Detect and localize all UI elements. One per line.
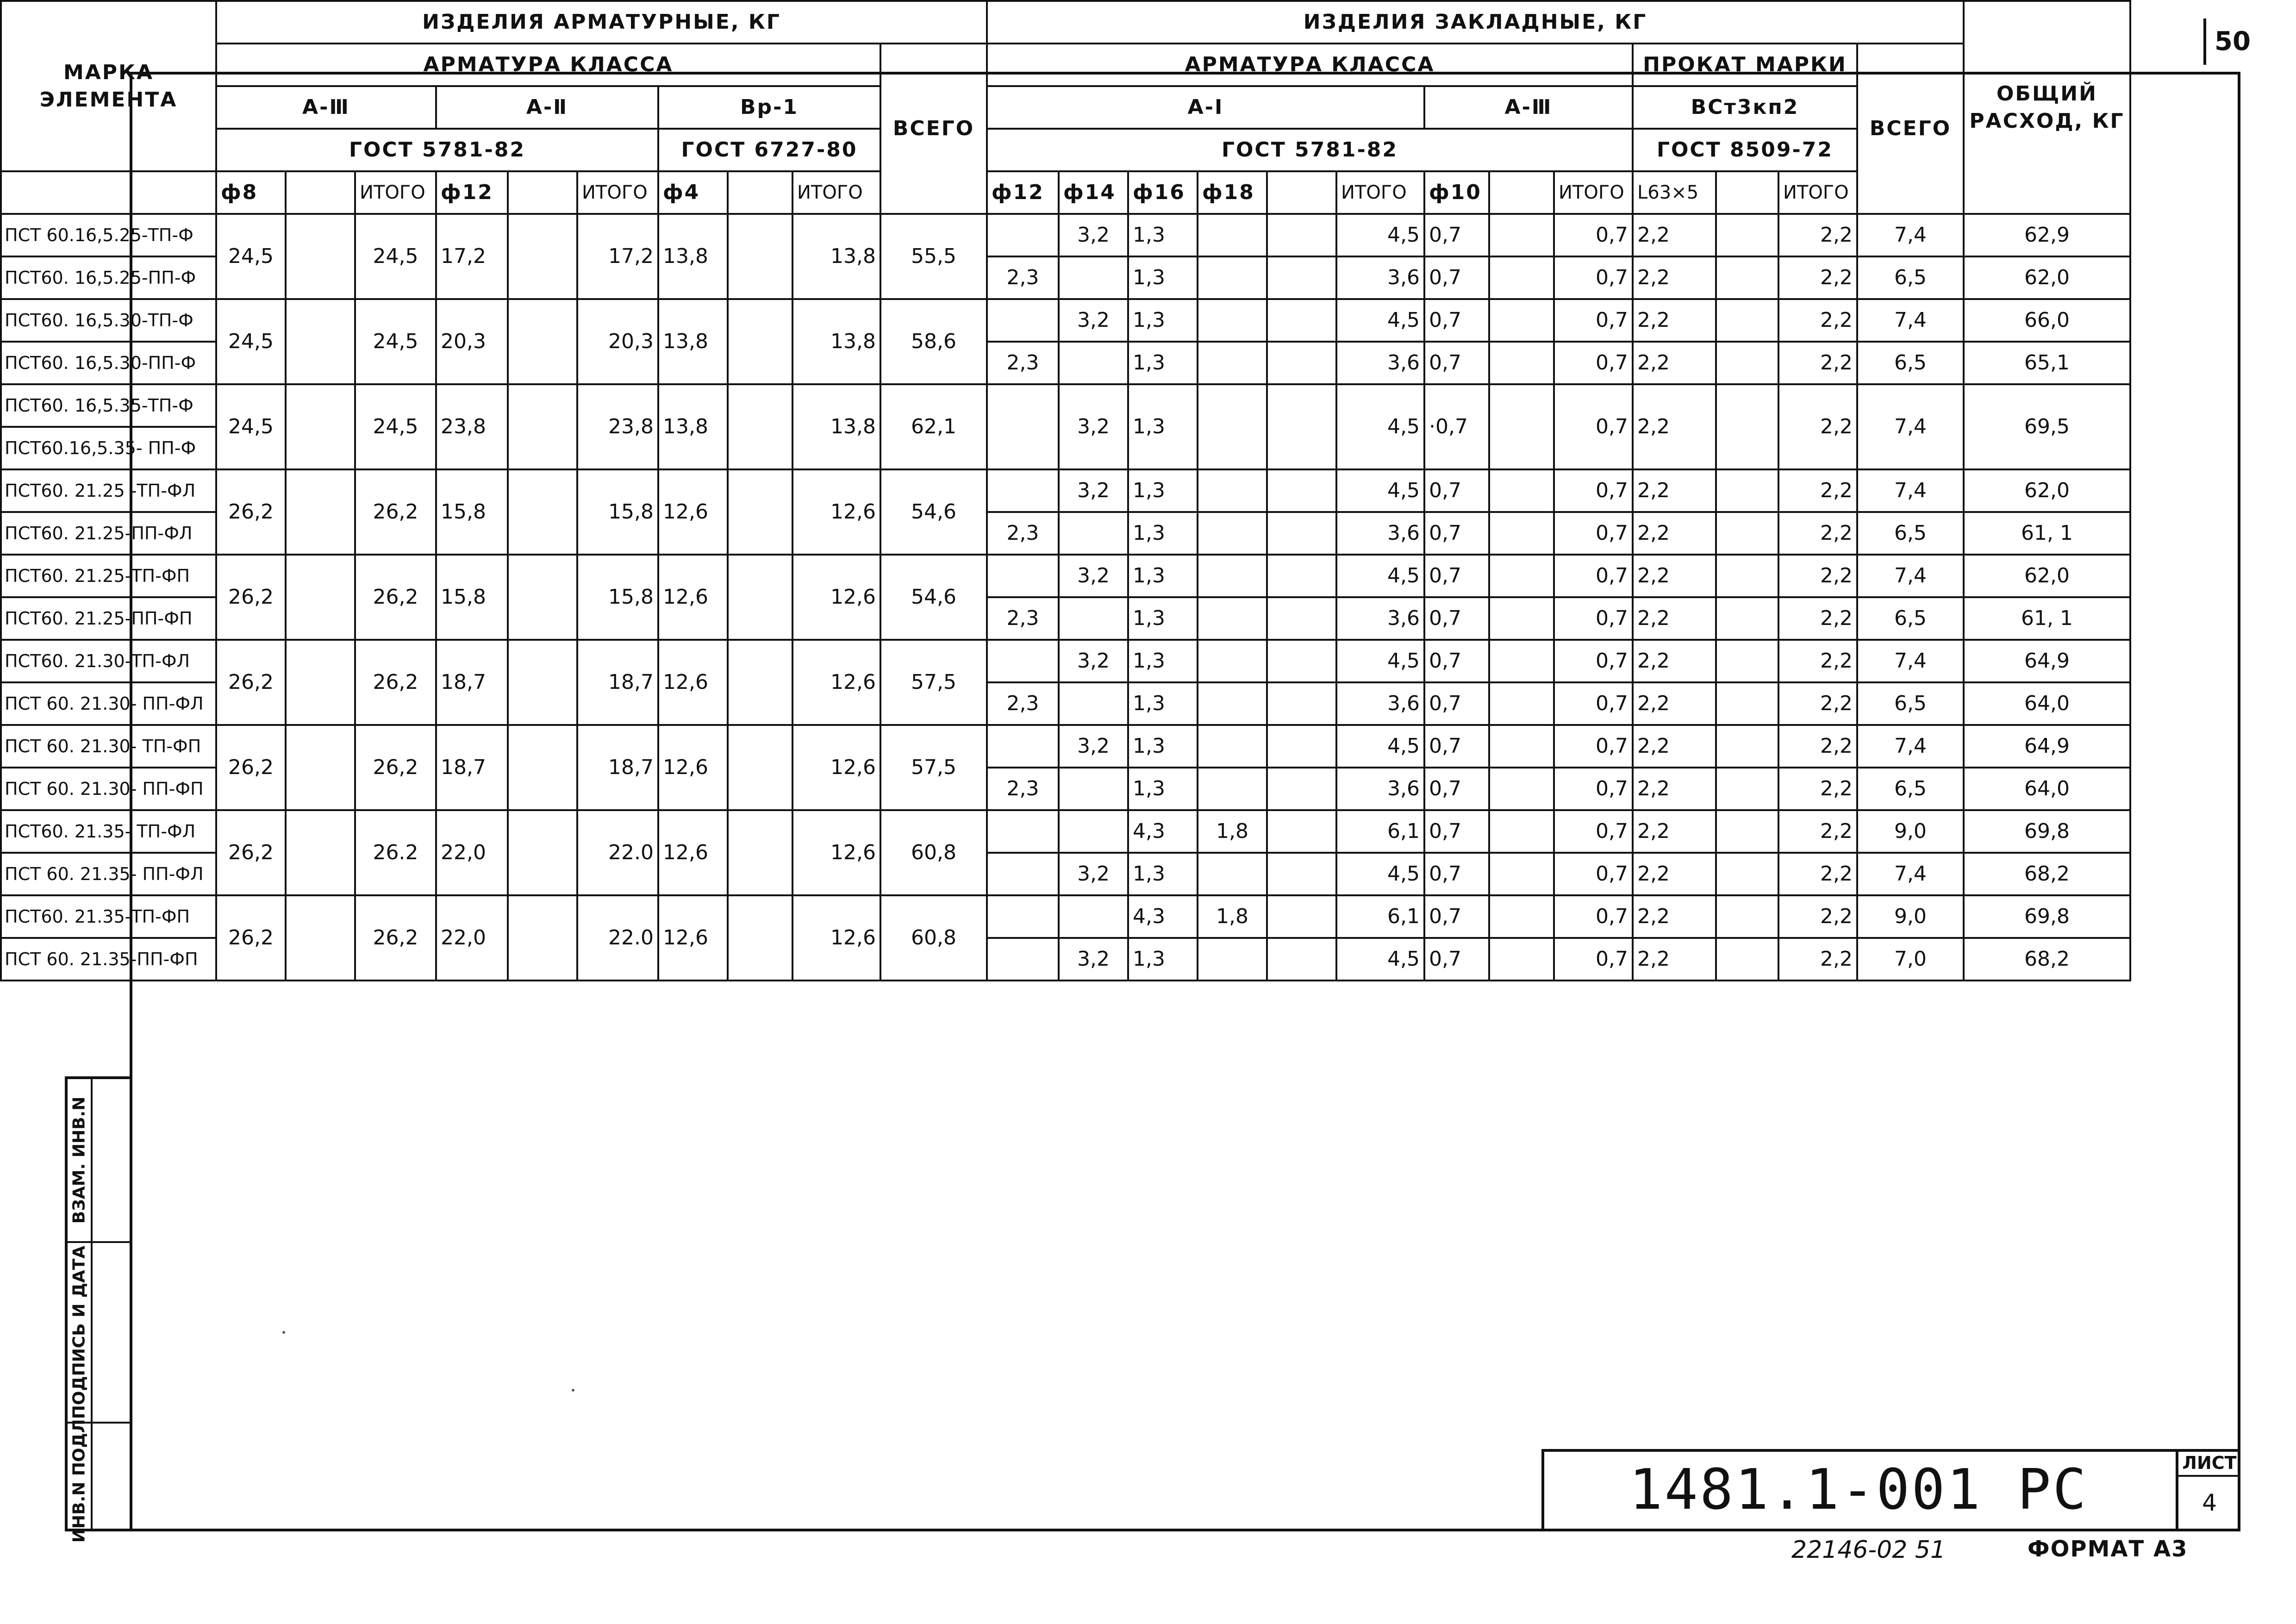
vr-itogo: 13,8 <box>792 214 880 299</box>
prokat-angle: 2,2 <box>1633 682 1716 725</box>
total-consumption: 64,0 <box>1964 768 2130 810</box>
prokat-itogo: 2,2 <box>1778 640 1857 682</box>
reinf-vsego: 54,6 <box>880 555 987 640</box>
prokat-angle: 2,2 <box>1633 512 1716 555</box>
embedded-vsego: 7,0 <box>1857 938 1964 981</box>
prokat-itogo: 2,2 <box>1778 597 1857 640</box>
a1-itogo: 4,5 <box>1336 853 1424 895</box>
header-class-a3: А-Ⅲ <box>216 86 436 129</box>
a3-embedded-itogo: 0,7 <box>1554 342 1633 384</box>
a1-phi14: 3,2 <box>1059 214 1128 256</box>
a1-itogo: 4,5 <box>1336 640 1424 682</box>
reinf-vsego: 60,8 <box>880 895 987 981</box>
prokat-angle: 2,2 <box>1633 214 1716 256</box>
a1-phi16: 1,3 <box>1128 342 1198 384</box>
element-mark: ПСТ60.16,5.35- ПП-Ф <box>1 427 216 469</box>
total-consumption: 69,8 <box>1964 895 2130 938</box>
element-mark: ПСТ 60. 21.35- ПП-ФЛ <box>1 853 216 895</box>
a1-itogo: 4,5 <box>1336 469 1424 512</box>
a1-phi16: 1,3 <box>1128 512 1198 555</box>
vr-itogo: 12,6 <box>792 469 880 555</box>
prokat-itogo: 2,2 <box>1778 469 1857 512</box>
a1-itogo: 3,6 <box>1336 682 1424 725</box>
header-itogo-a3-embedded: ИТОГО <box>1554 171 1633 214</box>
sheet-number: 4 <box>2202 1489 2217 1516</box>
header-phi14: ф14 <box>1059 171 1128 214</box>
side-podpis <box>68 1241 132 1422</box>
a1-phi16: 1,3 <box>1128 555 1198 597</box>
a1-phi14: 3,2 <box>1059 725 1128 768</box>
a1-itogo: 3,6 <box>1336 768 1424 810</box>
element-mark: ПСТ60. 21.35-ТП-ФП <box>1 895 216 938</box>
element-mark: ПСТ60. 21.25-ПП-ФП <box>1 597 216 640</box>
a1-phi16: 1,3 <box>1128 384 1198 469</box>
element-mark: ПСТ 60. 21.30- ПП-ФЛ <box>1 682 216 725</box>
page-number: 50 <box>2203 19 2251 65</box>
sheet-box <box>2176 1449 2240 1531</box>
prokat-angle: 2,2 <box>1633 810 1716 853</box>
a1-itogo: 4,5 <box>1336 938 1424 981</box>
a1-itogo: 3,6 <box>1336 256 1424 299</box>
sheet-label: ЛИСТ <box>2178 1449 2240 1477</box>
a1-phi12: 2,3 <box>987 768 1059 810</box>
total-consumption: 62,0 <box>1964 469 2130 512</box>
reinf-vsego: 60,8 <box>880 810 987 895</box>
element-mark: ПСТ 60.16,5.25-ТП-Ф <box>1 214 216 256</box>
prokat-itogo: 2,2 <box>1778 682 1857 725</box>
side-stamp <box>65 1076 130 1543</box>
a2-itogo: 22.0 <box>577 895 658 981</box>
header-angle: L63×5 <box>1633 171 1716 214</box>
a1-phi16: 1,3 <box>1128 725 1198 768</box>
a2-itogo: 17,2 <box>577 214 658 299</box>
a3-embedded-itogo: 0,7 <box>1554 512 1633 555</box>
a2-phi12: 20,3 <box>436 299 508 384</box>
a1-phi14: 3,2 <box>1059 299 1128 342</box>
a3-embedded-phi10: ·0,7 <box>1424 384 1489 469</box>
element-mark: ПСТ60. 21.25 -ТП-ФЛ <box>1 469 216 512</box>
a1-phi14: 3,2 <box>1059 469 1128 512</box>
a1-itogo: 3,6 <box>1336 597 1424 640</box>
a1-phi16: 1,3 <box>1128 256 1198 299</box>
element-mark: ПСТ 60. 21.30- ПП-ФП <box>1 768 216 810</box>
a1-phi16: 4,3 <box>1128 810 1198 853</box>
header-embedded-group: ИЗДЕЛИЯ ЗАКЛАДНЫЕ, КГ <box>987 1 1964 44</box>
a1-phi16: 1,3 <box>1128 214 1198 256</box>
embedded-vsego: 6,5 <box>1857 512 1964 555</box>
element-mark: ПСТ 60. 21.30- ТП-ФП <box>1 725 216 768</box>
embedded-vsego: 7,4 <box>1857 640 1964 682</box>
embedded-vsego: 6,5 <box>1857 256 1964 299</box>
embedded-vsego: 7,4 <box>1857 555 1964 597</box>
vr-itogo: 13,8 <box>792 384 880 469</box>
total-consumption: 65,1 <box>1964 342 2130 384</box>
a2-phi12: 15,8 <box>436 555 508 640</box>
prokat-angle: 2,2 <box>1633 938 1716 981</box>
header-vsego-2: ВСЕГО <box>1857 44 1964 214</box>
total-consumption: 64,0 <box>1964 682 2130 725</box>
a3-embedded-itogo: 0,7 <box>1554 725 1633 768</box>
a2-phi12: 18,7 <box>436 640 508 725</box>
embedded-vsego: 9,0 <box>1857 810 1964 853</box>
a3-embedded-phi10: 0,7 <box>1424 512 1489 555</box>
header-total: ОБЩИЙ РАСХОД, КГ <box>1964 1 2130 214</box>
a1-phi14: 3,2 <box>1059 938 1128 981</box>
reinf-vsego: 55,5 <box>880 214 987 299</box>
a1-phi16: 1,3 <box>1128 938 1198 981</box>
header-mark: МАРКА ЭЛЕМЕНТА <box>1 1 216 171</box>
header-itogo-a3: ИТОГО <box>355 171 436 214</box>
element-mark: ПСТ60. 21.25-ТП-ФП <box>1 555 216 597</box>
embedded-vsego: 7,4 <box>1857 725 1964 768</box>
prokat-itogo: 2,2 <box>1778 256 1857 299</box>
vr-itogo: 12,6 <box>792 640 880 725</box>
a1-phi16: 1,3 <box>1128 469 1198 512</box>
a1-itogo: 4,5 <box>1336 214 1424 256</box>
a3-phi8: 26,2 <box>216 810 286 895</box>
a1-phi16: 1,3 <box>1128 299 1198 342</box>
a3-itogo: 26,2 <box>355 469 436 555</box>
a1-phi16: 1,3 <box>1128 640 1198 682</box>
reinf-vsego: 58,6 <box>880 299 987 384</box>
vr-phi4: 13,8 <box>658 299 728 384</box>
a2-phi12: 22,0 <box>436 810 508 895</box>
a3-embedded-phi10: 0,7 <box>1424 682 1489 725</box>
header-gost-8509: ГОСТ 8509-72 <box>1633 129 1857 171</box>
total-consumption: 64,9 <box>1964 725 2130 768</box>
embedded-vsego: 6,5 <box>1857 597 1964 640</box>
vr-phi4: 12,6 <box>658 555 728 640</box>
a3-embedded-itogo: 0,7 <box>1554 810 1633 853</box>
a1-phi16: 4,3 <box>1128 895 1198 938</box>
prokat-itogo: 2,2 <box>1778 895 1857 938</box>
a3-embedded-phi10: 0,7 <box>1424 214 1489 256</box>
a2-itogo: 20,3 <box>577 299 658 384</box>
prokat-itogo: 2,2 <box>1778 938 1857 981</box>
header-class-a3-embedded: А-Ⅲ <box>1424 86 1633 129</box>
element-mark: ПСТ 60. 21.35-ПП-ФП <box>1 938 216 981</box>
a3-embedded-phi10: 0,7 <box>1424 853 1489 895</box>
element-mark: ПСТ60. 16,5.30-ПП-Ф <box>1 342 216 384</box>
a2-phi12: 22,0 <box>436 895 508 981</box>
element-mark: ПСТ60. 16,5.30-ТП-Ф <box>1 299 216 342</box>
a1-phi18: 1,8 <box>1198 810 1267 853</box>
total-consumption: 62,0 <box>1964 256 2130 299</box>
header-gost-5781-b: ГОСТ 5781-82 <box>987 129 1633 171</box>
a2-phi12: 18,7 <box>436 725 508 810</box>
embedded-vsego: 7,4 <box>1857 299 1964 342</box>
prokat-angle: 2,2 <box>1633 342 1716 384</box>
embedded-vsego: 6,5 <box>1857 682 1964 725</box>
prokat-angle: 2,2 <box>1633 256 1716 299</box>
prokat-angle: 2,2 <box>1633 768 1716 810</box>
side-vzam-label: ВЗАМ. ИНВ.N <box>69 1096 89 1224</box>
a3-phi8: 24,5 <box>216 214 286 299</box>
a3-itogo: 26,2 <box>355 640 436 725</box>
a3-embedded-phi10: 0,7 <box>1424 469 1489 512</box>
a1-phi16: 1,3 <box>1128 597 1198 640</box>
a3-embedded-itogo: 0,7 <box>1554 682 1633 725</box>
a3-phi8: 26,2 <box>216 895 286 981</box>
prokat-itogo: 2,2 <box>1778 768 1857 810</box>
header-class-a2: А-Ⅱ <box>436 86 658 129</box>
a3-embedded-itogo: 0,7 <box>1554 256 1633 299</box>
prokat-angle: 2,2 <box>1633 895 1716 938</box>
a3-itogo: 26,2 <box>355 725 436 810</box>
a3-phi8: 26,2 <box>216 725 286 810</box>
prokat-itogo: 2,2 <box>1778 555 1857 597</box>
header-armature-class-1: АРМАТУРА КЛАССА <box>216 44 880 86</box>
vr-phi4: 13,8 <box>658 214 728 299</box>
a3-itogo: 26.2 <box>355 810 436 895</box>
a3-itogo: 26,2 <box>355 895 436 981</box>
side-inv-podl <box>68 1412 132 1543</box>
vr-phi4: 12,6 <box>658 810 728 895</box>
a3-embedded-phi10: 0,7 <box>1424 810 1489 853</box>
prokat-itogo: 2,2 <box>1778 810 1857 853</box>
reinf-vsego: 57,5 <box>880 725 987 810</box>
a3-embedded-phi10: 0,7 <box>1424 640 1489 682</box>
a3-embedded-itogo: 0,7 <box>1554 469 1633 512</box>
header-class-vr1: Вр-1 <box>658 86 880 129</box>
vr-phi4: 13,8 <box>658 384 728 469</box>
reinf-vsego: 54,6 <box>880 469 987 555</box>
embedded-vsego: 7,4 <box>1857 853 1964 895</box>
header-phi12-embedded: ф12 <box>987 171 1059 214</box>
a3-itogo: 24,5 <box>355 299 436 384</box>
prokat-angle: 2,2 <box>1633 725 1716 768</box>
a1-phi14: 3,2 <box>1059 555 1128 597</box>
header-itogo-a1: ИТОГО <box>1336 171 1424 214</box>
a3-embedded-itogo: 0,7 <box>1554 384 1633 469</box>
a1-itogo: 6,1 <box>1336 895 1424 938</box>
document-code: 1481.1-001 РС <box>1629 1458 2088 1522</box>
total-consumption: 68,2 <box>1964 853 2130 895</box>
prokat-itogo: 2,2 <box>1778 853 1857 895</box>
a1-phi12: 2,3 <box>987 256 1059 299</box>
a1-itogo: 3,6 <box>1336 512 1424 555</box>
vr-phi4: 12,6 <box>658 895 728 981</box>
header-prokat: ПРОКАТ МАРКИ <box>1633 44 1857 86</box>
speck <box>572 1389 574 1392</box>
a3-embedded-itogo: 0,7 <box>1554 214 1633 256</box>
header-gost-6727: ГОСТ 6727-80 <box>658 129 880 171</box>
a3-phi8: 24,5 <box>216 384 286 469</box>
embedded-vsego: 9,0 <box>1857 895 1964 938</box>
vr-phi4: 12,6 <box>658 725 728 810</box>
a2-itogo: 23,8 <box>577 384 658 469</box>
header-itogo-prokat: ИТОГО <box>1778 171 1857 214</box>
total-consumption: 62,0 <box>1964 555 2130 597</box>
a1-itogo: 4,5 <box>1336 725 1424 768</box>
a1-phi14: 3,2 <box>1059 640 1128 682</box>
vr-itogo: 12,6 <box>792 895 880 981</box>
a1-phi12: 2,3 <box>987 512 1059 555</box>
a3-embedded-itogo: 0,7 <box>1554 597 1633 640</box>
a1-phi16: 1,3 <box>1128 768 1198 810</box>
side-vzam <box>68 1079 132 1241</box>
a3-embedded-phi10: 0,7 <box>1424 768 1489 810</box>
header-vsego-1: ВСЕГО <box>880 44 987 214</box>
a3-embedded-phi10: 0,7 <box>1424 938 1489 981</box>
prokat-angle: 2,2 <box>1633 597 1716 640</box>
header-steel-grade: ВСт3кп2 <box>1633 86 1857 129</box>
prokat-angle: 2,2 <box>1633 853 1716 895</box>
a1-phi18: 1,8 <box>1198 895 1267 938</box>
a1-itogo: 4,5 <box>1336 555 1424 597</box>
element-mark: ПСТ60. 21.35- ТП-ФЛ <box>1 810 216 853</box>
header-phi10: ф10 <box>1424 171 1489 214</box>
a2-itogo: 18,7 <box>577 640 658 725</box>
a3-itogo: 24,5 <box>355 214 436 299</box>
element-mark: ПСТ60. 21.30-ТП-ФЛ <box>1 640 216 682</box>
header-gost-5781-a: ГОСТ 5781-82 <box>216 129 658 171</box>
reinf-vsego: 62,1 <box>880 384 987 469</box>
reinf-vsego: 57,5 <box>880 640 987 725</box>
a3-phi8: 24,5 <box>216 299 286 384</box>
a3-phi8: 26,2 <box>216 555 286 640</box>
total-consumption: 64,9 <box>1964 640 2130 682</box>
prokat-itogo: 2,2 <box>1778 384 1857 469</box>
a2-phi12: 17,2 <box>436 214 508 299</box>
drawing-frame <box>130 72 2240 1531</box>
vr-itogo: 13,8 <box>792 299 880 384</box>
vr-itogo: 12,6 <box>792 555 880 640</box>
header-itogo-a2: ИТОГО <box>577 171 658 214</box>
a1-phi12: 2,3 <box>987 342 1059 384</box>
header-armature-class-2: АРМАТУРА КЛАССА <box>987 44 1633 86</box>
a3-embedded-phi10: 0,7 <box>1424 299 1489 342</box>
total-consumption: 69,8 <box>1964 810 2130 853</box>
a2-phi12: 15,8 <box>436 469 508 555</box>
embedded-vsego: 7,4 <box>1857 214 1964 256</box>
a2-phi12: 23,8 <box>436 384 508 469</box>
embedded-vsego: 6,5 <box>1857 768 1964 810</box>
element-mark: ПСТ60. 21.25-ПП-ФЛ <box>1 512 216 555</box>
vr-itogo: 12,6 <box>792 810 880 895</box>
a3-embedded-phi10: 0,7 <box>1424 342 1489 384</box>
header-class-a1: А-Ⅰ <box>987 86 1424 129</box>
format-label: ФОРМАТ А3 <box>2028 1536 2188 1562</box>
a3-embedded-itogo: 0,7 <box>1554 768 1633 810</box>
embedded-vsego: 6,5 <box>1857 342 1964 384</box>
prokat-angle: 2,2 <box>1633 469 1716 512</box>
vr-phi4: 12,6 <box>658 469 728 555</box>
a3-embedded-itogo: 0,7 <box>1554 853 1633 895</box>
a3-embedded-phi10: 0,7 <box>1424 597 1489 640</box>
prokat-angle: 2,2 <box>1633 384 1716 469</box>
a1-itogo: 3,6 <box>1336 342 1424 384</box>
a3-embedded-phi10: 0,7 <box>1424 725 1489 768</box>
a1-phi16: 1,3 <box>1128 682 1198 725</box>
prokat-itogo: 2,2 <box>1778 512 1857 555</box>
a3-embedded-itogo: 0,7 <box>1554 895 1633 938</box>
a2-itogo: 15,8 <box>577 469 658 555</box>
header-phi18: ф18 <box>1198 171 1267 214</box>
a3-itogo: 26,2 <box>355 555 436 640</box>
a2-itogo: 22.0 <box>577 810 658 895</box>
a1-phi14: 3,2 <box>1059 853 1128 895</box>
total-consumption: 62,9 <box>1964 214 2130 256</box>
header-phi16: ф16 <box>1128 171 1198 214</box>
element-mark: ПСТ60. 16,5.35-ТП-Ф <box>1 384 216 427</box>
element-mark: ПСТ60. 16,5.25-ПП-Ф <box>1 256 216 299</box>
prokat-angle: 2,2 <box>1633 640 1716 682</box>
prokat-itogo: 2,2 <box>1778 342 1857 384</box>
a1-phi16: 1,3 <box>1128 853 1198 895</box>
side-inv-podl-label: ИНВ.N ПОДЛ. <box>69 1412 89 1543</box>
total-consumption: 61, 1 <box>1964 597 2130 640</box>
embedded-vsego: 7,4 <box>1857 469 1964 512</box>
a3-embedded-phi10: 0,7 <box>1424 895 1489 938</box>
prokat-angle: 2,2 <box>1633 555 1716 597</box>
prokat-itogo: 2,2 <box>1778 725 1857 768</box>
header-phi8: ф8 <box>216 171 286 214</box>
a2-itogo: 18,7 <box>577 725 658 810</box>
a1-itogo: 6,1 <box>1336 810 1424 853</box>
a3-phi8: 26,2 <box>216 640 286 725</box>
a1-phi12: 2,3 <box>987 682 1059 725</box>
a3-phi8: 26,2 <box>216 469 286 555</box>
a3-itogo: 24,5 <box>355 384 436 469</box>
a3-embedded-itogo: 0,7 <box>1554 555 1633 597</box>
a2-itogo: 15,8 <box>577 555 658 640</box>
total-consumption: 61, 1 <box>1964 512 2130 555</box>
total-consumption: 69,5 <box>1964 384 2130 469</box>
header-phi4: ф4 <box>658 171 728 214</box>
a3-embedded-itogo: 0,7 <box>1554 299 1633 342</box>
prokat-itogo: 2,2 <box>1778 299 1857 342</box>
a3-embedded-phi10: 0,7 <box>1424 555 1489 597</box>
speck <box>282 1331 285 1334</box>
vr-phi4: 12,6 <box>658 640 728 725</box>
a1-phi12: 2,3 <box>987 597 1059 640</box>
header-phi12: ф12 <box>436 171 508 214</box>
total-consumption: 66,0 <box>1964 299 2130 342</box>
total-consumption: 68,2 <box>1964 938 2130 981</box>
header-itogo-vr: ИТОГО <box>792 171 880 214</box>
a3-embedded-phi10: 0,7 <box>1424 256 1489 299</box>
a1-phi14: 3,2 <box>1059 384 1128 469</box>
a1-itogo: 4,5 <box>1336 384 1424 469</box>
header-reinforcement-group: ИЗДЕЛИЯ АРМАТУРНЫЕ, КГ <box>216 1 987 44</box>
a1-itogo: 4,5 <box>1336 299 1424 342</box>
vr-itogo: 12,6 <box>792 725 880 810</box>
prokat-angle: 2,2 <box>1633 299 1716 342</box>
a3-embedded-itogo: 0,7 <box>1554 938 1633 981</box>
archive-number: 22146-02 51 <box>1791 1536 1946 1564</box>
a3-embedded-itogo: 0,7 <box>1554 640 1633 682</box>
prokat-itogo: 2,2 <box>1778 214 1857 256</box>
embedded-vsego: 7,4 <box>1857 384 1964 469</box>
side-podpis-label: ПОДПИСЬ И ДАТА <box>69 1245 89 1419</box>
